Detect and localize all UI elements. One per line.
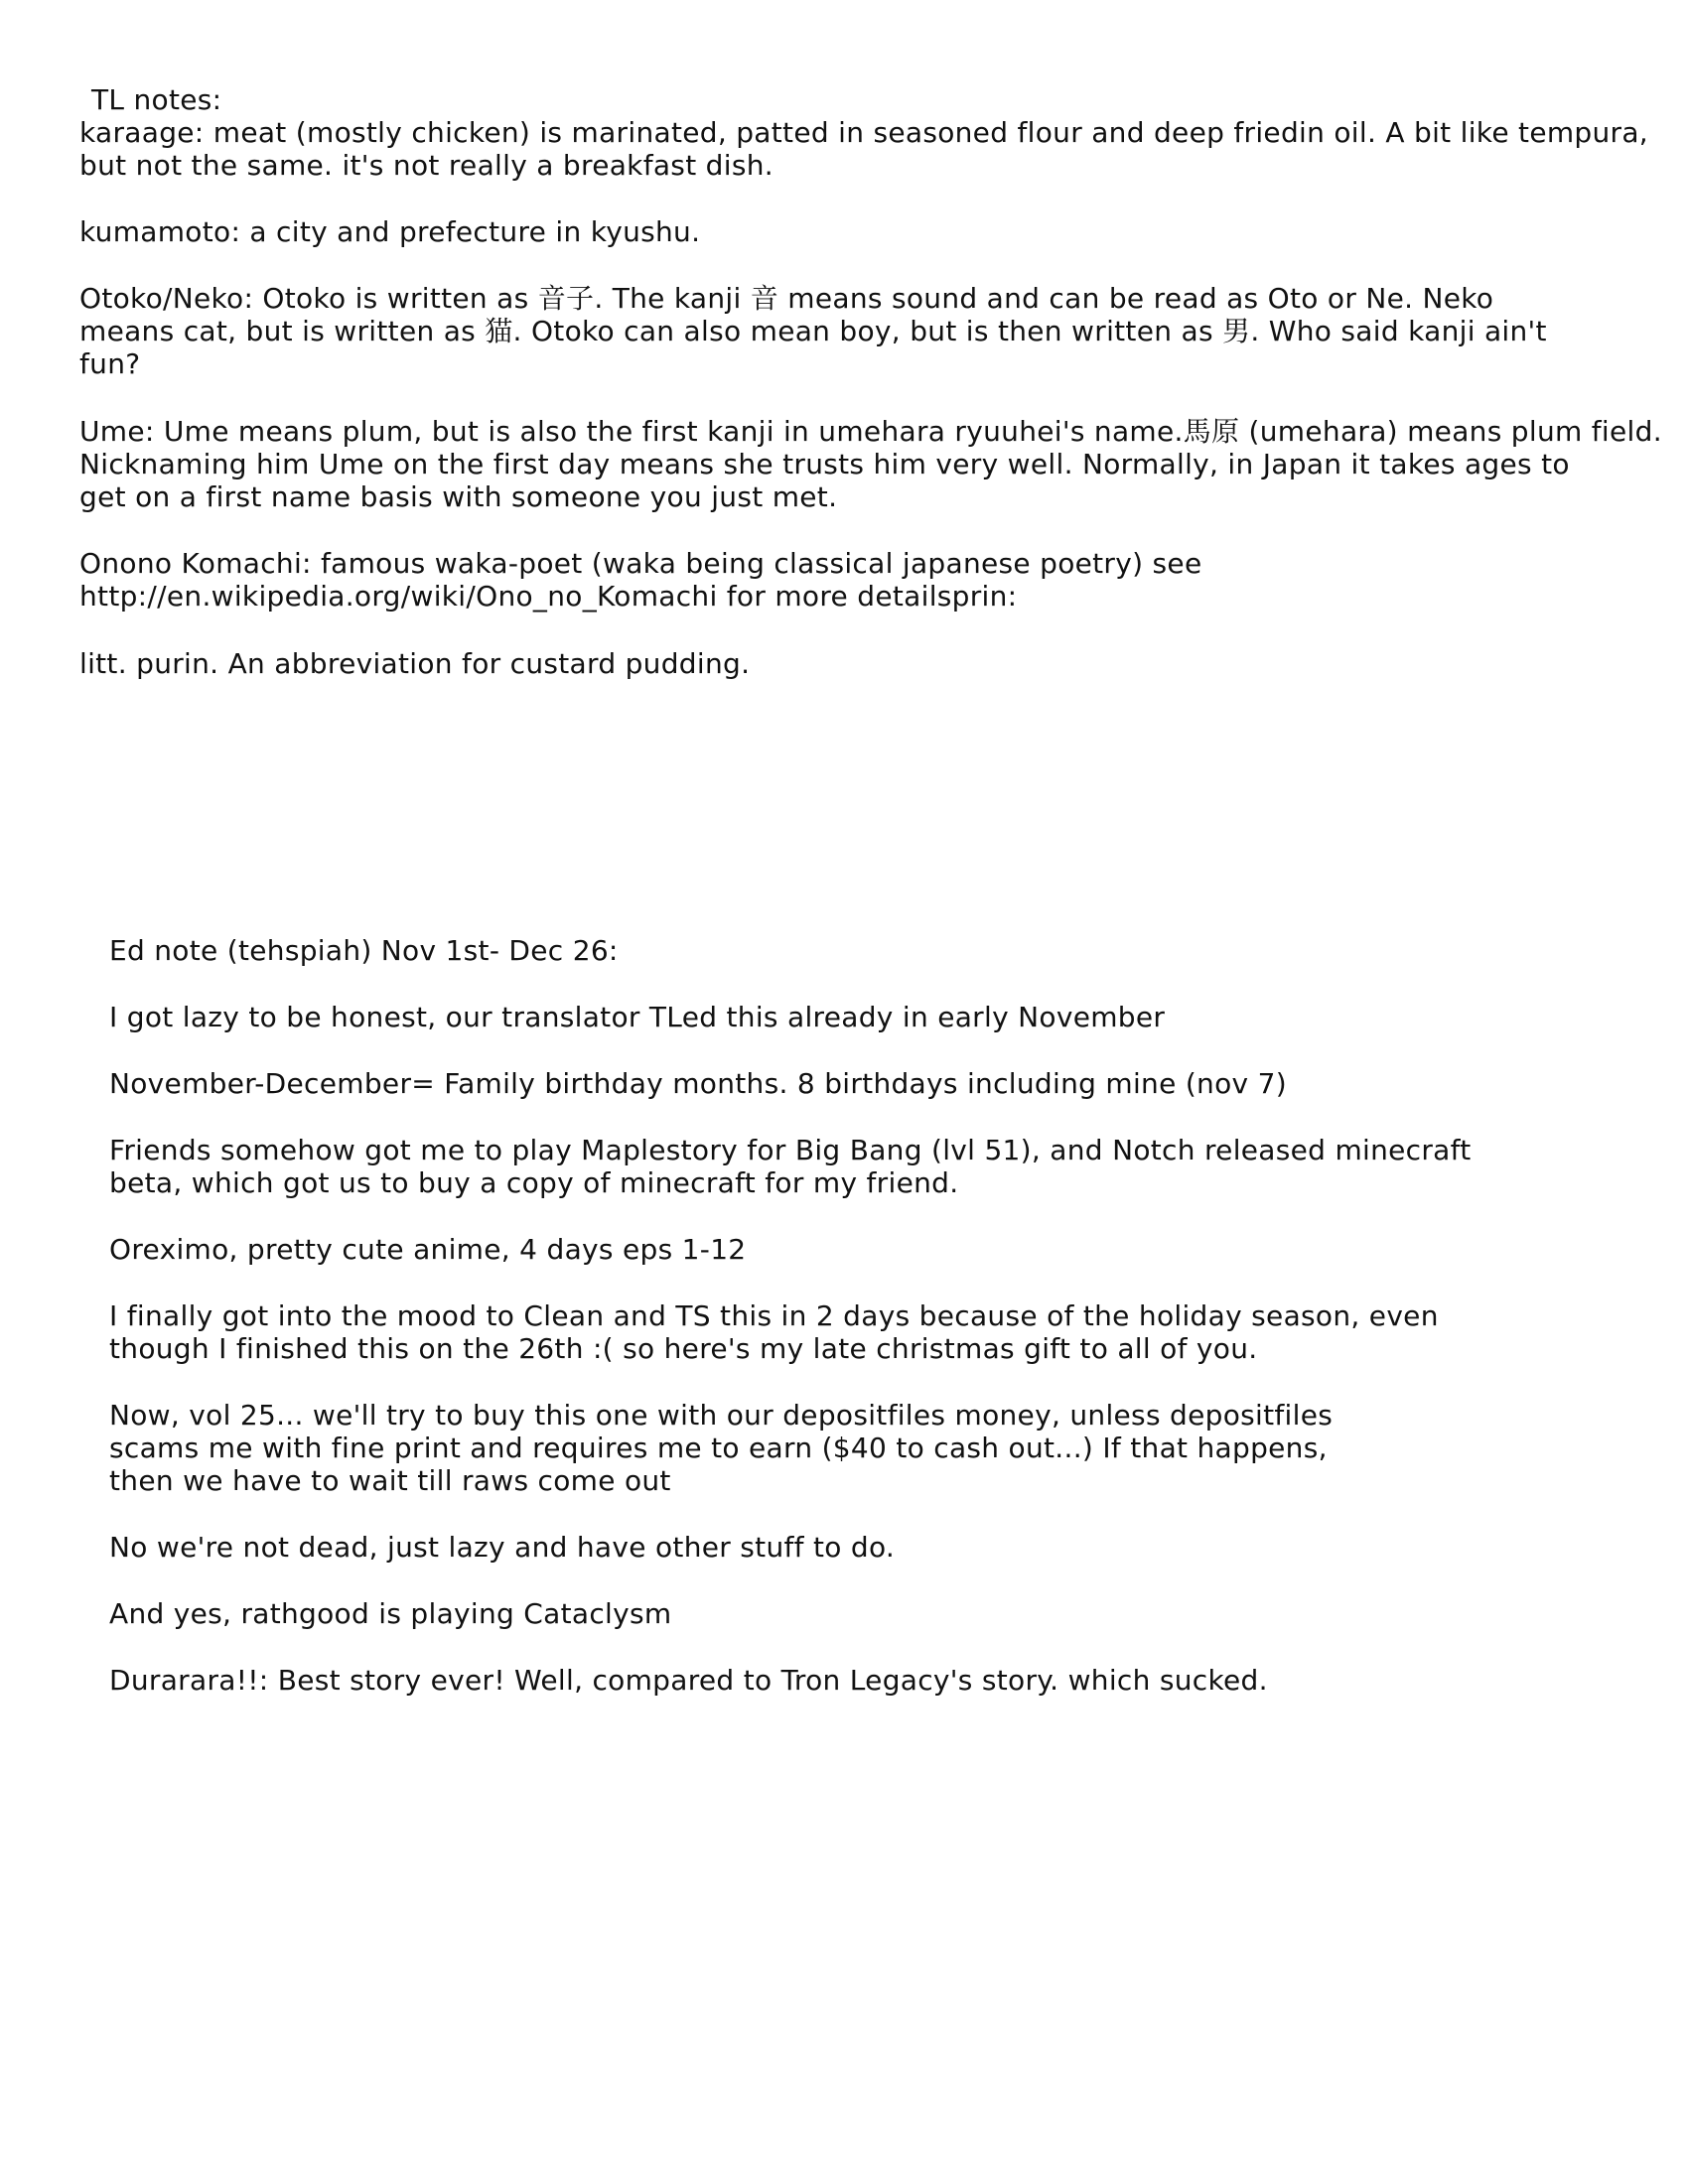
ed-note-paragraph-line: beta, which got us to buy a copy of minecraft for my friend. <box>109 1166 959 1199</box>
note-onono-komachi-line: Onono Komachi: famous waka-poet (waka being classical japanese poetry) see <box>79 547 1202 580</box>
ed-note-paragraph-line: then we have to wait till raws come out <box>109 1464 671 1497</box>
note-karaage-line: but not the same. it's not really a breakfast dish. <box>79 149 774 182</box>
note-ume-line: Nicknaming him Ume on the first day means she trusts him very well. Normally, in Japan it takes ages to <box>79 448 1570 480</box>
ed-note-paragraph: And yes, rathgood is playing Cataclysm <box>109 1597 672 1630</box>
ed-note-paragraph: Oreximo, pretty cute anime, 4 days eps 1-12 <box>109 1233 747 1266</box>
ed-note-heading: Ed note (tehspiah) Nov 1st- Dec 26: <box>109 934 619 967</box>
ed-note-paragraph-line: though I finished this on the 26th :( so here's my late christmas gift to all of you. <box>109 1332 1258 1365</box>
ed-note-paragraph-line: Friends somehow got me to play Maplestory for Big Bang (lvl 51), and Notch released minecraft <box>109 1134 1472 1166</box>
note-purin: litt. purin. An abbreviation for custard pudding. <box>79 647 751 680</box>
ed-note-paragraph: No we're not dead, just lazy and have other stuff to do. <box>109 1531 896 1564</box>
note-karaage-line: karaage: meat (mostly chicken) is marinated, patted in seasoned flour and deep friedin oil. A bit like tempura, <box>79 116 1649 149</box>
ed-note-paragraph-line: scams me with fine print and requires me to earn ($40 to cash out...) If that happens, <box>109 1432 1328 1464</box>
ed-note-paragraph: Durarara!!: Best story ever! Well, compared to Tron Legacy's story. which sucked. <box>109 1664 1268 1697</box>
note-kumamoto: kumamoto: a city and prefecture in kyushu. <box>79 215 701 248</box>
tl-notes-heading: TL notes: <box>91 83 222 116</box>
ed-note-paragraph-line: I finally got into the mood to Clean and TS this in 2 days because of the holiday season, even <box>109 1299 1439 1332</box>
ed-note-paragraph: I got lazy to be honest, our translator TLed this already in early November <box>109 1001 1166 1033</box>
note-otoko-neko-line: Otoko/Neko: Otoko is written as 音子. The kanji 音 means sound and can be read as Oto or Ne. Neko <box>79 282 1494 315</box>
note-ume-line: Ume: Ume means plum, but is also the first kanji in umehara ryuuhei's name.馬原 (umehara) means plum field. <box>79 415 1662 448</box>
note-ume-line: get on a first name basis with someone you just met. <box>79 480 838 513</box>
ed-note-paragraph: November-December= Family birthday months. 8 birthdays including mine (nov 7) <box>109 1067 1287 1100</box>
note-otoko-neko-line: means cat, but is written as 猫. Otoko can also mean boy, but is then written as 男. Who said kanji ain't <box>79 315 1547 347</box>
note-onono-komachi-link-line: http://en.wikipedia.org/wiki/Ono_no_Komachi for more detailsprin: <box>79 580 1018 613</box>
ed-note-paragraph-line: Now, vol 25... we'll try to buy this one with our depositfiles money, unless depositfiles <box>109 1399 1334 1432</box>
note-otoko-neko-line: fun? <box>79 347 141 380</box>
